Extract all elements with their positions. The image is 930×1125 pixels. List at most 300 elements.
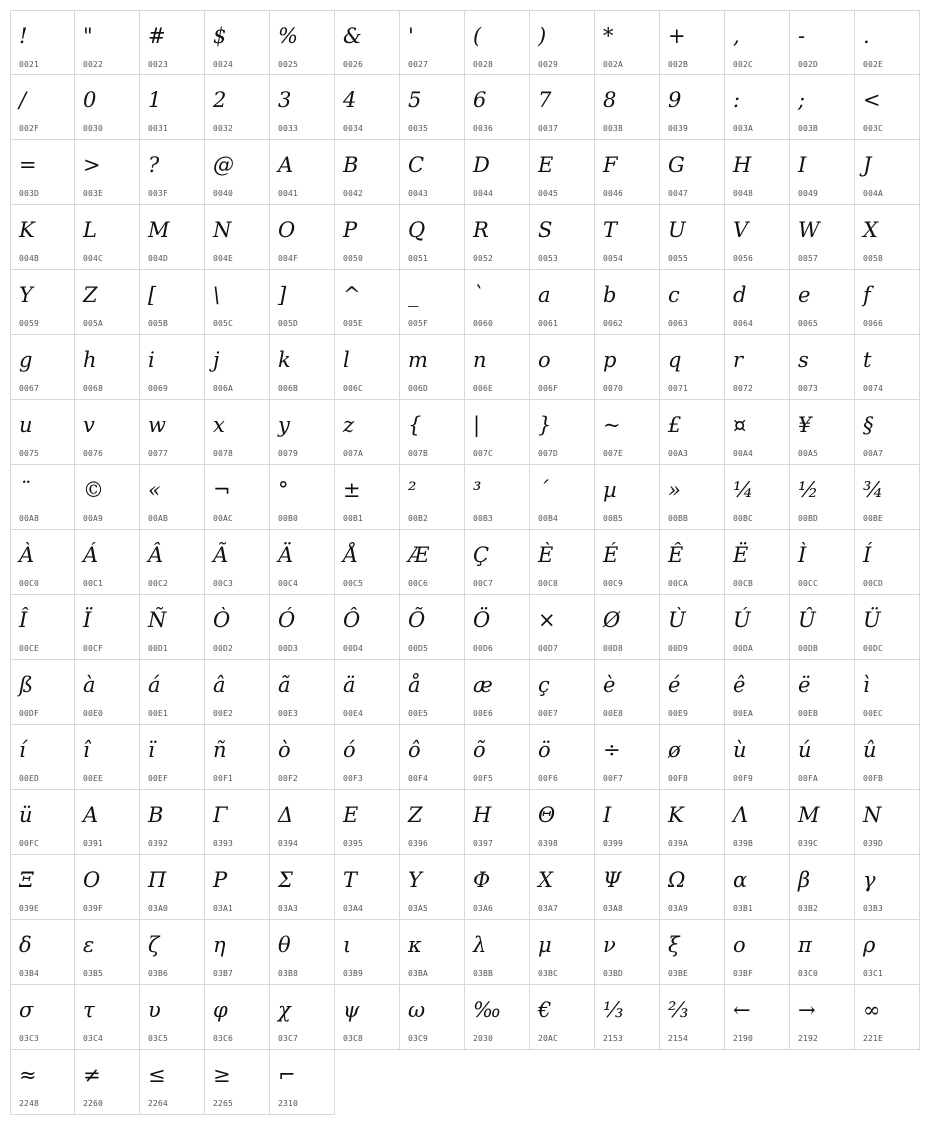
glyph-char: à bbox=[83, 673, 96, 697]
glyph-char: @ bbox=[213, 153, 234, 177]
glyph-cell bbox=[660, 660, 725, 725]
glyph-cell bbox=[660, 75, 725, 140]
glyph-char: " bbox=[83, 24, 93, 48]
glyph-cell bbox=[335, 660, 400, 725]
glyph-code: 20AC bbox=[538, 1034, 559, 1043]
glyph-cell bbox=[10, 790, 75, 855]
glyph-cell bbox=[595, 920, 660, 985]
glyph-code: 0058 bbox=[863, 254, 884, 263]
glyph-code: 00FA bbox=[798, 774, 819, 783]
glyph-code: 0392 bbox=[148, 839, 169, 848]
glyph-char: á bbox=[148, 673, 161, 697]
glyph-code: 00CE bbox=[19, 644, 40, 653]
glyph-char: V bbox=[733, 218, 749, 242]
glyph-code: 0074 bbox=[863, 384, 884, 393]
glyph-code: 0060 bbox=[473, 319, 494, 328]
glyph-char: Y bbox=[19, 283, 33, 307]
glyph-char: β bbox=[798, 868, 811, 892]
glyph-code: 00F8 bbox=[668, 774, 689, 783]
glyph-code: 00CD bbox=[863, 579, 884, 588]
glyph-cell bbox=[335, 790, 400, 855]
glyph-char: Χ bbox=[538, 868, 553, 892]
glyph-char: a bbox=[538, 283, 551, 307]
glyph-cell bbox=[790, 75, 855, 140]
glyph-cell bbox=[205, 855, 270, 920]
glyph-char: , bbox=[733, 24, 740, 48]
glyph-char: W bbox=[798, 218, 820, 242]
glyph-code: 0073 bbox=[798, 384, 819, 393]
glyph-code: 039F bbox=[83, 904, 104, 913]
glyph-cell bbox=[400, 270, 465, 335]
glyph-code: 03C8 bbox=[343, 1034, 364, 1043]
glyph-cell bbox=[10, 335, 75, 400]
glyph-cell bbox=[660, 400, 725, 465]
glyph-code: 00E1 bbox=[148, 709, 169, 718]
glyph-code: 00DC bbox=[863, 644, 884, 653]
glyph-char: m bbox=[408, 348, 428, 372]
glyph-code: 03B6 bbox=[148, 969, 169, 978]
glyph-cell bbox=[205, 75, 270, 140]
glyph-char: £ bbox=[668, 413, 682, 437]
glyph-code: 0042 bbox=[343, 189, 364, 198]
glyph-char: ê bbox=[733, 673, 746, 697]
glyph-code: 00B3 bbox=[473, 514, 494, 523]
glyph-code: 00BE bbox=[863, 514, 884, 523]
glyph-cell bbox=[205, 1050, 270, 1115]
glyph-cell bbox=[855, 465, 920, 530]
glyph-code: 0047 bbox=[668, 189, 689, 198]
glyph-code: 0394 bbox=[278, 839, 299, 848]
glyph-char: ! bbox=[19, 24, 28, 48]
glyph-char: B bbox=[343, 153, 359, 177]
glyph-char: Z bbox=[83, 283, 98, 307]
glyph-cell bbox=[10, 465, 75, 530]
glyph-cell bbox=[270, 1050, 335, 1115]
glyph-char: É bbox=[603, 543, 619, 567]
glyph-char: ψ bbox=[343, 998, 360, 1022]
glyph-char: Λ bbox=[733, 803, 749, 827]
glyph-char: ; bbox=[798, 88, 806, 112]
glyph-code: 0027 bbox=[408, 60, 429, 69]
glyph-code: 00C3 bbox=[213, 579, 234, 588]
glyph-cell bbox=[140, 790, 205, 855]
glyph-code: 03B8 bbox=[278, 969, 299, 978]
glyph-char: Ξ bbox=[19, 868, 34, 892]
glyph-code: 00EC bbox=[863, 709, 884, 718]
glyph-code: 002B bbox=[668, 60, 689, 69]
glyph-cell bbox=[400, 465, 465, 530]
glyph-char: Η bbox=[473, 803, 492, 827]
glyph-code: 0034 bbox=[343, 124, 364, 133]
glyph-code: 00ED bbox=[19, 774, 40, 783]
glyph-char: Ï bbox=[83, 608, 92, 632]
glyph-char: Î bbox=[19, 608, 28, 632]
glyph-cell bbox=[270, 920, 335, 985]
glyph-code: 00E3 bbox=[278, 709, 299, 718]
glyph-code: 004B bbox=[19, 254, 40, 263]
glyph-code: 03C9 bbox=[408, 1034, 429, 1043]
glyph-code: 004F bbox=[278, 254, 299, 263]
glyph-char: û bbox=[863, 738, 877, 762]
glyph-char: € bbox=[538, 998, 552, 1022]
glyph-code: 03A0 bbox=[148, 904, 169, 913]
glyph-code: 00B1 bbox=[343, 514, 364, 523]
glyph-code: 007A bbox=[343, 449, 364, 458]
glyph-cell bbox=[10, 985, 75, 1050]
glyph-code: 00AC bbox=[213, 514, 234, 523]
glyph-cell bbox=[725, 790, 790, 855]
glyph-cell bbox=[530, 270, 595, 335]
glyph-code: 0039 bbox=[668, 124, 689, 133]
glyph-cell bbox=[855, 725, 920, 790]
glyph-code: 00C5 bbox=[343, 579, 364, 588]
glyph-code: 0056 bbox=[733, 254, 754, 263]
glyph-code: 03BC bbox=[538, 969, 559, 978]
glyph-code: 005A bbox=[83, 319, 104, 328]
glyph-char: å bbox=[408, 673, 421, 697]
glyph-code: 00CA bbox=[668, 579, 689, 588]
glyph-cell bbox=[725, 465, 790, 530]
glyph-code: 03C3 bbox=[19, 1034, 40, 1043]
glyph-cell bbox=[400, 10, 465, 75]
glyph-cell bbox=[465, 920, 530, 985]
glyph-code: 0057 bbox=[798, 254, 819, 263]
glyph-cell bbox=[855, 205, 920, 270]
glyph-code: 002D bbox=[798, 60, 819, 69]
glyph-cell bbox=[335, 75, 400, 140]
glyph-char: [ bbox=[148, 283, 157, 307]
glyph-cell bbox=[595, 985, 660, 1050]
glyph-cell bbox=[530, 205, 595, 270]
glyph-code: 03BB bbox=[473, 969, 494, 978]
glyph-code: 2260 bbox=[83, 1099, 104, 1108]
glyph-code: 00E2 bbox=[213, 709, 234, 718]
glyph-char: ' bbox=[408, 24, 414, 48]
glyph-code: 00B0 bbox=[278, 514, 299, 523]
glyph-code: 0033 bbox=[278, 124, 299, 133]
glyph-code: 0397 bbox=[473, 839, 494, 848]
glyph-char: O bbox=[278, 218, 296, 242]
glyph-code: 00E0 bbox=[83, 709, 104, 718]
glyph-char: Ú bbox=[733, 608, 751, 632]
glyph-code: 00B4 bbox=[538, 514, 559, 523]
glyph-cell bbox=[465, 790, 530, 855]
glyph-cell bbox=[530, 595, 595, 660]
glyph-code: 03A9 bbox=[668, 904, 689, 913]
glyph-cell bbox=[465, 140, 530, 205]
glyph-code: 00F1 bbox=[213, 774, 234, 783]
glyph-char: ) bbox=[538, 24, 547, 48]
glyph-cell bbox=[725, 985, 790, 1050]
glyph-cell bbox=[270, 10, 335, 75]
glyph-code: 002A bbox=[603, 60, 624, 69]
glyph-cell bbox=[790, 465, 855, 530]
glyph-code: 03A1 bbox=[213, 904, 234, 913]
glyph-code: 0053 bbox=[538, 254, 559, 263]
glyph-cell bbox=[400, 400, 465, 465]
glyph-char: Κ bbox=[668, 803, 684, 827]
glyph-char: j bbox=[213, 348, 220, 372]
glyph-cell bbox=[790, 530, 855, 595]
glyph-char: g bbox=[19, 348, 33, 372]
glyph-char: t bbox=[863, 348, 872, 372]
glyph-cell bbox=[335, 855, 400, 920]
glyph-code: 00D6 bbox=[473, 644, 494, 653]
glyph-cell bbox=[725, 335, 790, 400]
glyph-char: Q bbox=[408, 218, 426, 242]
glyph-cell bbox=[530, 10, 595, 75]
glyph-char: Û bbox=[798, 608, 816, 632]
glyph-cell bbox=[855, 595, 920, 660]
glyph-code: 0032 bbox=[213, 124, 234, 133]
glyph-code: 0078 bbox=[213, 449, 234, 458]
glyph-cell bbox=[595, 400, 660, 465]
glyph-char: N bbox=[213, 218, 232, 242]
glyph-cell bbox=[660, 725, 725, 790]
glyph-cell bbox=[270, 335, 335, 400]
glyph-cell bbox=[725, 10, 790, 75]
glyph-char: Τ bbox=[343, 868, 358, 892]
glyph-cell bbox=[10, 855, 75, 920]
glyph-code: 006D bbox=[408, 384, 429, 393]
glyph-code: 0028 bbox=[473, 60, 494, 69]
glyph-char: ú bbox=[798, 738, 812, 762]
glyph-code: 03B9 bbox=[343, 969, 364, 978]
glyph-cell bbox=[140, 920, 205, 985]
glyph-char: ñ bbox=[213, 738, 227, 762]
glyph-code: 2030 bbox=[473, 1034, 494, 1043]
glyph-code: 00A8 bbox=[19, 514, 40, 523]
glyph-code: 006B bbox=[278, 384, 299, 393]
glyph-code: 00C8 bbox=[538, 579, 559, 588]
glyph-code: 03B1 bbox=[733, 904, 754, 913]
glyph-char: 8 bbox=[603, 88, 617, 112]
glyph-code: 0069 bbox=[148, 384, 169, 393]
glyph-code: 0023 bbox=[148, 60, 169, 69]
glyph-code: 03BF bbox=[733, 969, 754, 978]
glyph-char: ≥ bbox=[213, 1063, 231, 1087]
glyph-code: 00C0 bbox=[19, 579, 40, 588]
glyph-code: 0072 bbox=[733, 384, 754, 393]
glyph-cell bbox=[75, 465, 140, 530]
glyph-char: ο bbox=[733, 933, 746, 957]
glyph-char: 1 bbox=[148, 88, 162, 112]
glyph-char: Ù bbox=[668, 608, 686, 632]
glyph-char: G bbox=[668, 153, 685, 177]
glyph-cell bbox=[140, 140, 205, 205]
glyph-cell bbox=[140, 205, 205, 270]
glyph-char: Ã bbox=[213, 543, 229, 567]
glyph-cell bbox=[595, 270, 660, 335]
glyph-code: 221E bbox=[863, 1034, 884, 1043]
glyph-char: ü bbox=[19, 803, 33, 827]
glyph-char: ´ bbox=[538, 478, 549, 502]
glyph-cell bbox=[335, 205, 400, 270]
glyph-code: 00D1 bbox=[148, 644, 169, 653]
glyph-code: 0038 bbox=[603, 124, 624, 133]
glyph-char: ≈ bbox=[19, 1063, 37, 1087]
glyph-code: 00F2 bbox=[278, 774, 299, 783]
glyph-cell bbox=[660, 10, 725, 75]
glyph-cell bbox=[75, 1050, 140, 1115]
glyph-cell bbox=[140, 1050, 205, 1115]
glyph-char: π bbox=[798, 933, 812, 957]
glyph-cell bbox=[595, 75, 660, 140]
glyph-char: ï bbox=[148, 738, 155, 762]
glyph-char: Ò bbox=[213, 608, 231, 632]
glyph-char: ? bbox=[148, 153, 160, 177]
glyph-cell bbox=[270, 660, 335, 725]
glyph-cell bbox=[725, 855, 790, 920]
glyph-char: Ø bbox=[603, 608, 621, 632]
glyph-code: 00E5 bbox=[408, 709, 429, 718]
glyph-char: r bbox=[733, 348, 744, 372]
glyph-char: » bbox=[668, 478, 681, 502]
glyph-char: v bbox=[83, 413, 95, 437]
glyph-code: 00E7 bbox=[538, 709, 559, 718]
glyph-cell bbox=[270, 530, 335, 595]
glyph-cell bbox=[595, 790, 660, 855]
glyph-cell bbox=[790, 595, 855, 660]
glyph-cell bbox=[530, 660, 595, 725]
glyph-char: Γ bbox=[213, 803, 228, 827]
glyph-char: ¤ bbox=[733, 413, 747, 437]
glyph-char: È bbox=[538, 543, 554, 567]
glyph-cell bbox=[660, 920, 725, 985]
glyph-char: Ü bbox=[863, 608, 881, 632]
glyph-code: 003E bbox=[83, 189, 104, 198]
glyph-char: Δ bbox=[278, 803, 294, 827]
glyph-cell bbox=[400, 660, 465, 725]
glyph-code: 003A bbox=[733, 124, 754, 133]
glyph-code: 2310 bbox=[278, 1099, 299, 1108]
glyph-code: 2265 bbox=[213, 1099, 234, 1108]
glyph-code: 03B3 bbox=[863, 904, 884, 913]
glyph-code: 00EE bbox=[83, 774, 104, 783]
glyph-char: À bbox=[19, 543, 35, 567]
glyph-char: δ bbox=[19, 933, 32, 957]
glyph-char: î bbox=[83, 738, 90, 762]
glyph-code: 004C bbox=[83, 254, 104, 263]
glyph-code: 0025 bbox=[278, 60, 299, 69]
glyph-cell bbox=[335, 465, 400, 530]
glyph-cell bbox=[205, 660, 270, 725]
glyph-cell bbox=[660, 790, 725, 855]
glyph-cell bbox=[790, 855, 855, 920]
glyph-cell bbox=[855, 270, 920, 335]
glyph-code: 00F4 bbox=[408, 774, 429, 783]
glyph-char: w bbox=[148, 413, 166, 437]
glyph-char: Æ bbox=[408, 543, 430, 567]
glyph-char: ò bbox=[278, 738, 291, 762]
glyph-cell bbox=[335, 725, 400, 790]
glyph-cell bbox=[75, 400, 140, 465]
glyph-cell bbox=[205, 920, 270, 985]
glyph-code: 0051 bbox=[408, 254, 429, 263]
glyph-char: Ó bbox=[278, 608, 296, 632]
glyph-char: Â bbox=[148, 543, 164, 567]
glyph-char: l bbox=[343, 348, 350, 372]
glyph-char: > bbox=[83, 153, 101, 177]
glyph-code: 03B7 bbox=[213, 969, 234, 978]
glyph-cell bbox=[335, 140, 400, 205]
glyph-cell bbox=[205, 400, 270, 465]
glyph-char: A bbox=[278, 153, 294, 177]
glyph-code: 00FB bbox=[863, 774, 884, 783]
glyph-cell bbox=[205, 335, 270, 400]
glyph-cell bbox=[140, 660, 205, 725]
glyph-cell bbox=[10, 140, 75, 205]
glyph-code: 00B2 bbox=[408, 514, 429, 523]
glyph-code: 006E bbox=[473, 384, 494, 393]
glyph-cell bbox=[335, 530, 400, 595]
glyph-cell bbox=[400, 790, 465, 855]
glyph-cell bbox=[10, 660, 75, 725]
glyph-cell bbox=[400, 595, 465, 660]
glyph-code: 00C2 bbox=[148, 579, 169, 588]
glyph-cell bbox=[335, 400, 400, 465]
glyph-cell bbox=[400, 530, 465, 595]
glyph-cell bbox=[855, 790, 920, 855]
glyph-char: s bbox=[798, 348, 809, 372]
glyph-code: 00C6 bbox=[408, 579, 429, 588]
glyph-char: R bbox=[473, 218, 489, 242]
glyph-code: 00AB bbox=[148, 514, 169, 523]
glyph-code: 03C0 bbox=[798, 969, 819, 978]
glyph-code: 0054 bbox=[603, 254, 624, 263]
glyph-char: Υ bbox=[408, 868, 422, 892]
glyph-cell bbox=[75, 660, 140, 725]
glyph-code: 004D bbox=[148, 254, 169, 263]
glyph-code: 00DF bbox=[19, 709, 40, 718]
glyph-char: 9 bbox=[668, 88, 682, 112]
glyph-char: × bbox=[538, 608, 556, 632]
glyph-code: 003C bbox=[863, 124, 884, 133]
glyph-cell bbox=[10, 530, 75, 595]
glyph-char: « bbox=[148, 478, 161, 502]
glyph-cell bbox=[335, 335, 400, 400]
glyph-cell bbox=[140, 985, 205, 1050]
glyph-cell bbox=[725, 530, 790, 595]
glyph-char: γ bbox=[863, 868, 876, 892]
glyph-cell bbox=[10, 1050, 75, 1115]
glyph-char: P bbox=[343, 218, 358, 242]
glyph-code: 00D7 bbox=[538, 644, 559, 653]
glyph-code: 03B2 bbox=[798, 904, 819, 913]
glyph-code: 00BD bbox=[798, 514, 819, 523]
glyph-code: 00C4 bbox=[278, 579, 299, 588]
glyph-code: 002F bbox=[19, 124, 40, 133]
glyph-cell bbox=[400, 855, 465, 920]
glyph-code: 03C4 bbox=[83, 1034, 104, 1043]
glyph-code: 0040 bbox=[213, 189, 234, 198]
glyph-char: ≤ bbox=[148, 1063, 166, 1087]
glyph-char: c bbox=[668, 283, 680, 307]
glyph-char: ß bbox=[19, 673, 34, 697]
glyph-char: Ç bbox=[473, 543, 490, 567]
glyph-char: í bbox=[19, 738, 26, 762]
glyph-code: 0055 bbox=[668, 254, 689, 263]
glyph-cell bbox=[75, 140, 140, 205]
glyph-code: 0067 bbox=[19, 384, 40, 393]
glyph-cell bbox=[855, 920, 920, 985]
glyph-cell bbox=[75, 790, 140, 855]
glyph-cell bbox=[725, 75, 790, 140]
glyph-cell bbox=[270, 595, 335, 660]
glyph-code: 0066 bbox=[863, 319, 884, 328]
glyph-char: Θ bbox=[538, 803, 556, 827]
glyph-code: 00A4 bbox=[733, 449, 754, 458]
